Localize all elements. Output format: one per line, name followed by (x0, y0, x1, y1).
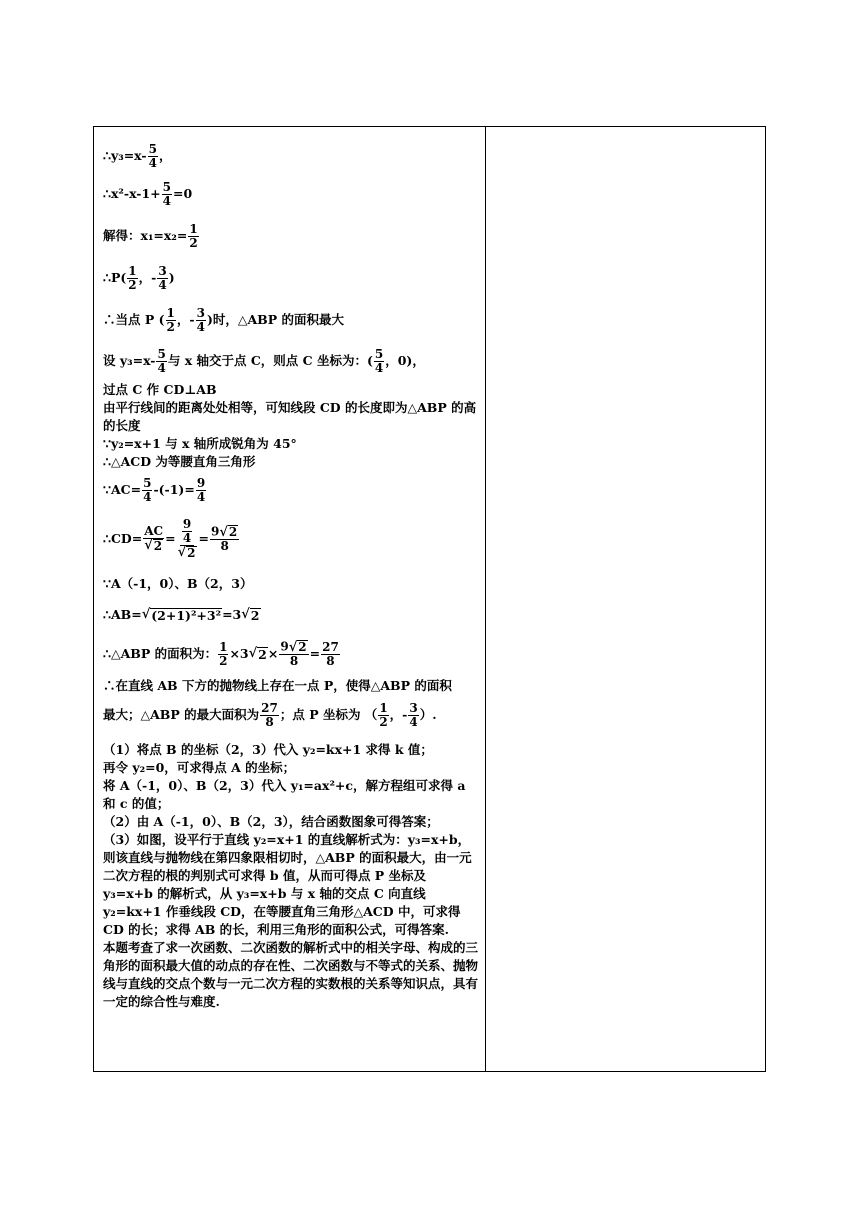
sqrt-sign: √ (248, 645, 258, 661)
fraction (188, 223, 198, 249)
fraction (148, 143, 158, 169)
text: ∵A（-1，0）、B（2，3） (103, 575, 253, 591)
denominator: 4 (143, 489, 152, 504)
line-5 (103, 299, 479, 341)
fraction (182, 518, 192, 544)
line-2 (103, 173, 479, 215)
line-12 (103, 509, 479, 569)
numerator: 1 (219, 639, 228, 654)
denominator: 2 (128, 277, 137, 292)
numerator (279, 640, 308, 655)
text: ）. (419, 706, 437, 722)
line-13 (103, 569, 479, 599)
text: 最大；△ABP 的最大面积为 (103, 706, 260, 722)
denominator: 4 (196, 489, 206, 504)
denominator: 4 (157, 360, 166, 375)
text: =3 (222, 606, 242, 622)
numerator: 1 (166, 305, 175, 320)
denominator: 2 (189, 235, 198, 250)
text: ；点 P 坐标为 （ (279, 706, 378, 722)
commentary: 本题考查了求一次函数、二次函数的解析式中的相关字母、构成的三角形的面积最大值的动点的存在性、二次函数与不等式的关系、抛物线与直线的交点个数与一元二次方程的实数根的关系等知识点，具有一定的综合性与难度. (103, 940, 479, 1009)
numerator: 27 (322, 639, 339, 654)
analysis-1: （1）将点 B 的坐标（2，3）代入 y₂=kx+1 求得 k 值； (103, 742, 433, 757)
line-9: ∵y₂=x+1 与 x 轴所成锐角为 45° (103, 436, 297, 451)
fraction (143, 525, 164, 553)
sqrt-sign: √ (144, 538, 153, 554)
line-14 (103, 599, 479, 631)
line-8: 由平行线间的距离处处相等，可知线段 CD 的长度即为△ABP 的高的长度 (103, 400, 477, 433)
denominator: 2 (219, 653, 228, 668)
text: ∴CD= (103, 530, 143, 546)
complex-fraction (177, 518, 198, 559)
denominator: 2 (166, 319, 175, 334)
numerator: AC (144, 524, 164, 539)
line-4 (103, 257, 479, 299)
radicand: 2 (250, 607, 260, 623)
analysis-4: （2）由 A（-1，0）、B（2，3），结合函数图象可得答案； (103, 814, 439, 829)
line-10: ∴△ACD 为等腰直角三角形 (103, 454, 256, 469)
text: ) (168, 269, 175, 285)
numerator: 3 (196, 305, 205, 320)
text: = (198, 530, 209, 546)
radical (289, 640, 308, 654)
denominator: 2 (379, 714, 388, 729)
line-17 (103, 695, 479, 735)
radical (144, 539, 163, 553)
fraction (321, 641, 340, 667)
analysis-3: 将 A（-1，0）、B（2，3）代入 y₁=ax²+c，解方程组可求得 a 和 c 的值； (103, 778, 466, 811)
denominator: 8 (220, 539, 229, 554)
denominator: 4 (162, 193, 172, 208)
denominator: 4 (196, 319, 205, 334)
fraction (162, 181, 172, 207)
numerator: 5 (143, 475, 152, 490)
fraction (378, 702, 388, 728)
denominator: 8 (289, 654, 299, 669)
text: -(-1)= (153, 481, 195, 497)
coefficient: 9 (211, 524, 220, 539)
fraction (408, 702, 418, 728)
analysis-5: （3）如图，设平行于直线 y₂=x+1 的直线解析式为：y₃=x+b，则该直线与抛物线在第四象限相切时，△ABP 的面积最大，由一元二次方程的根的判别式可求得 b 值，从而可得点 P 坐标及 y₃=x+b 的解析式，从 y₃=x+b 与 x 轴的交点 C 向直线 y₂=kx+1 作垂线段 CD，在等腰直角三角形△ACD 中，可求得 CD 的长；求得 AB 的长，利用三角形的面积公式，可得答案. (103, 832, 472, 937)
text: ，- (138, 269, 157, 285)
fraction (142, 477, 152, 503)
fraction (260, 702, 279, 728)
numerator: 1 (128, 263, 137, 278)
denominator: 4 (182, 530, 192, 545)
denominator: 8 (326, 653, 335, 668)
numerator: 1 (189, 221, 198, 236)
radical (249, 647, 268, 662)
numerator: 5 (148, 141, 157, 156)
radicand: 2 (228, 525, 238, 540)
sqrt-sign: √ (288, 639, 298, 655)
line-7: 过点 C 作 CD⊥AB (103, 382, 217, 397)
text: ∴x²-x-1+ (103, 185, 161, 201)
fraction (218, 641, 228, 667)
radicand: (2+1)²+3² (151, 607, 222, 623)
denominator (143, 539, 164, 553)
denominator: 4 (148, 155, 157, 170)
solution-table (93, 126, 766, 1072)
denominator: 8 (265, 714, 274, 729)
fraction (196, 307, 206, 333)
fraction (279, 640, 308, 668)
text: ×3 (229, 645, 249, 661)
text: ， (158, 147, 172, 163)
empty-column (486, 127, 765, 1071)
fraction (210, 525, 239, 553)
numerator: 3 (158, 263, 167, 278)
text: = (165, 530, 176, 546)
text: ，- (389, 706, 408, 722)
numerator: 3 (409, 700, 418, 715)
numerator: 27 (261, 700, 278, 715)
text: ∴y₃=x- (103, 147, 147, 163)
numerator: 5 (162, 179, 172, 194)
sqrt-sign: √ (219, 524, 228, 540)
line-1 (103, 139, 479, 173)
radicand: 2 (153, 538, 163, 553)
fraction (374, 348, 384, 374)
denominator: 4 (409, 714, 418, 729)
solution-column (94, 127, 485, 1071)
radical (219, 525, 238, 539)
line-11 (103, 471, 479, 509)
line-3 (103, 215, 479, 257)
numerator: 9 (196, 475, 206, 490)
text: ∴P( (103, 269, 127, 285)
numerator: 1 (379, 700, 388, 715)
radical (142, 608, 222, 623)
fraction (166, 307, 176, 333)
radicand: 2 (298, 640, 307, 655)
analysis-2: 再令 y₂=0，可求得点 A 的坐标； (103, 760, 296, 775)
numerator: 9 (182, 517, 192, 532)
text: ∴△ABP 的面积为： (103, 645, 218, 661)
text: ∴当点 P ( (103, 311, 165, 327)
radical (241, 608, 260, 623)
sqrt-sign: √ (241, 606, 250, 622)
text: ，- (176, 311, 195, 327)
text: = (309, 645, 321, 661)
line-16: ∴在直线 AB 下方的抛物线上存在一点 P，使得△ABP 的面积 (103, 678, 452, 693)
numerator (180, 518, 194, 545)
denominator (177, 546, 198, 560)
text: × (267, 645, 279, 661)
sqrt-sign: √ (141, 606, 151, 622)
numerator: 5 (157, 346, 166, 361)
denominator: 4 (158, 277, 167, 292)
denominator: 4 (374, 360, 384, 375)
sqrt-sign: √ (177, 545, 187, 561)
text: )时，△ABP 的面积最大 (206, 311, 344, 327)
text: 与 x 轴交于点 C，则点 C 坐标为：( (167, 352, 373, 368)
numerator: 5 (374, 346, 384, 361)
fraction (196, 477, 206, 503)
text: ∴AB= (103, 606, 142, 622)
text: 解得：x₁=x₂= (103, 227, 188, 243)
coefficient: 9 (280, 639, 289, 654)
radical (178, 546, 197, 560)
line-15 (103, 631, 479, 677)
radicand: 2 (187, 545, 196, 560)
text: ，0)， (385, 352, 425, 368)
line-6 (103, 341, 479, 381)
fraction (156, 348, 166, 374)
fraction (127, 265, 137, 291)
fraction (157, 265, 167, 291)
numerator (210, 525, 239, 540)
text: ∵AC= (103, 481, 142, 497)
text: =0 (173, 185, 193, 201)
text: 设 y₃=x- (103, 352, 156, 368)
radicand: 2 (258, 646, 267, 662)
